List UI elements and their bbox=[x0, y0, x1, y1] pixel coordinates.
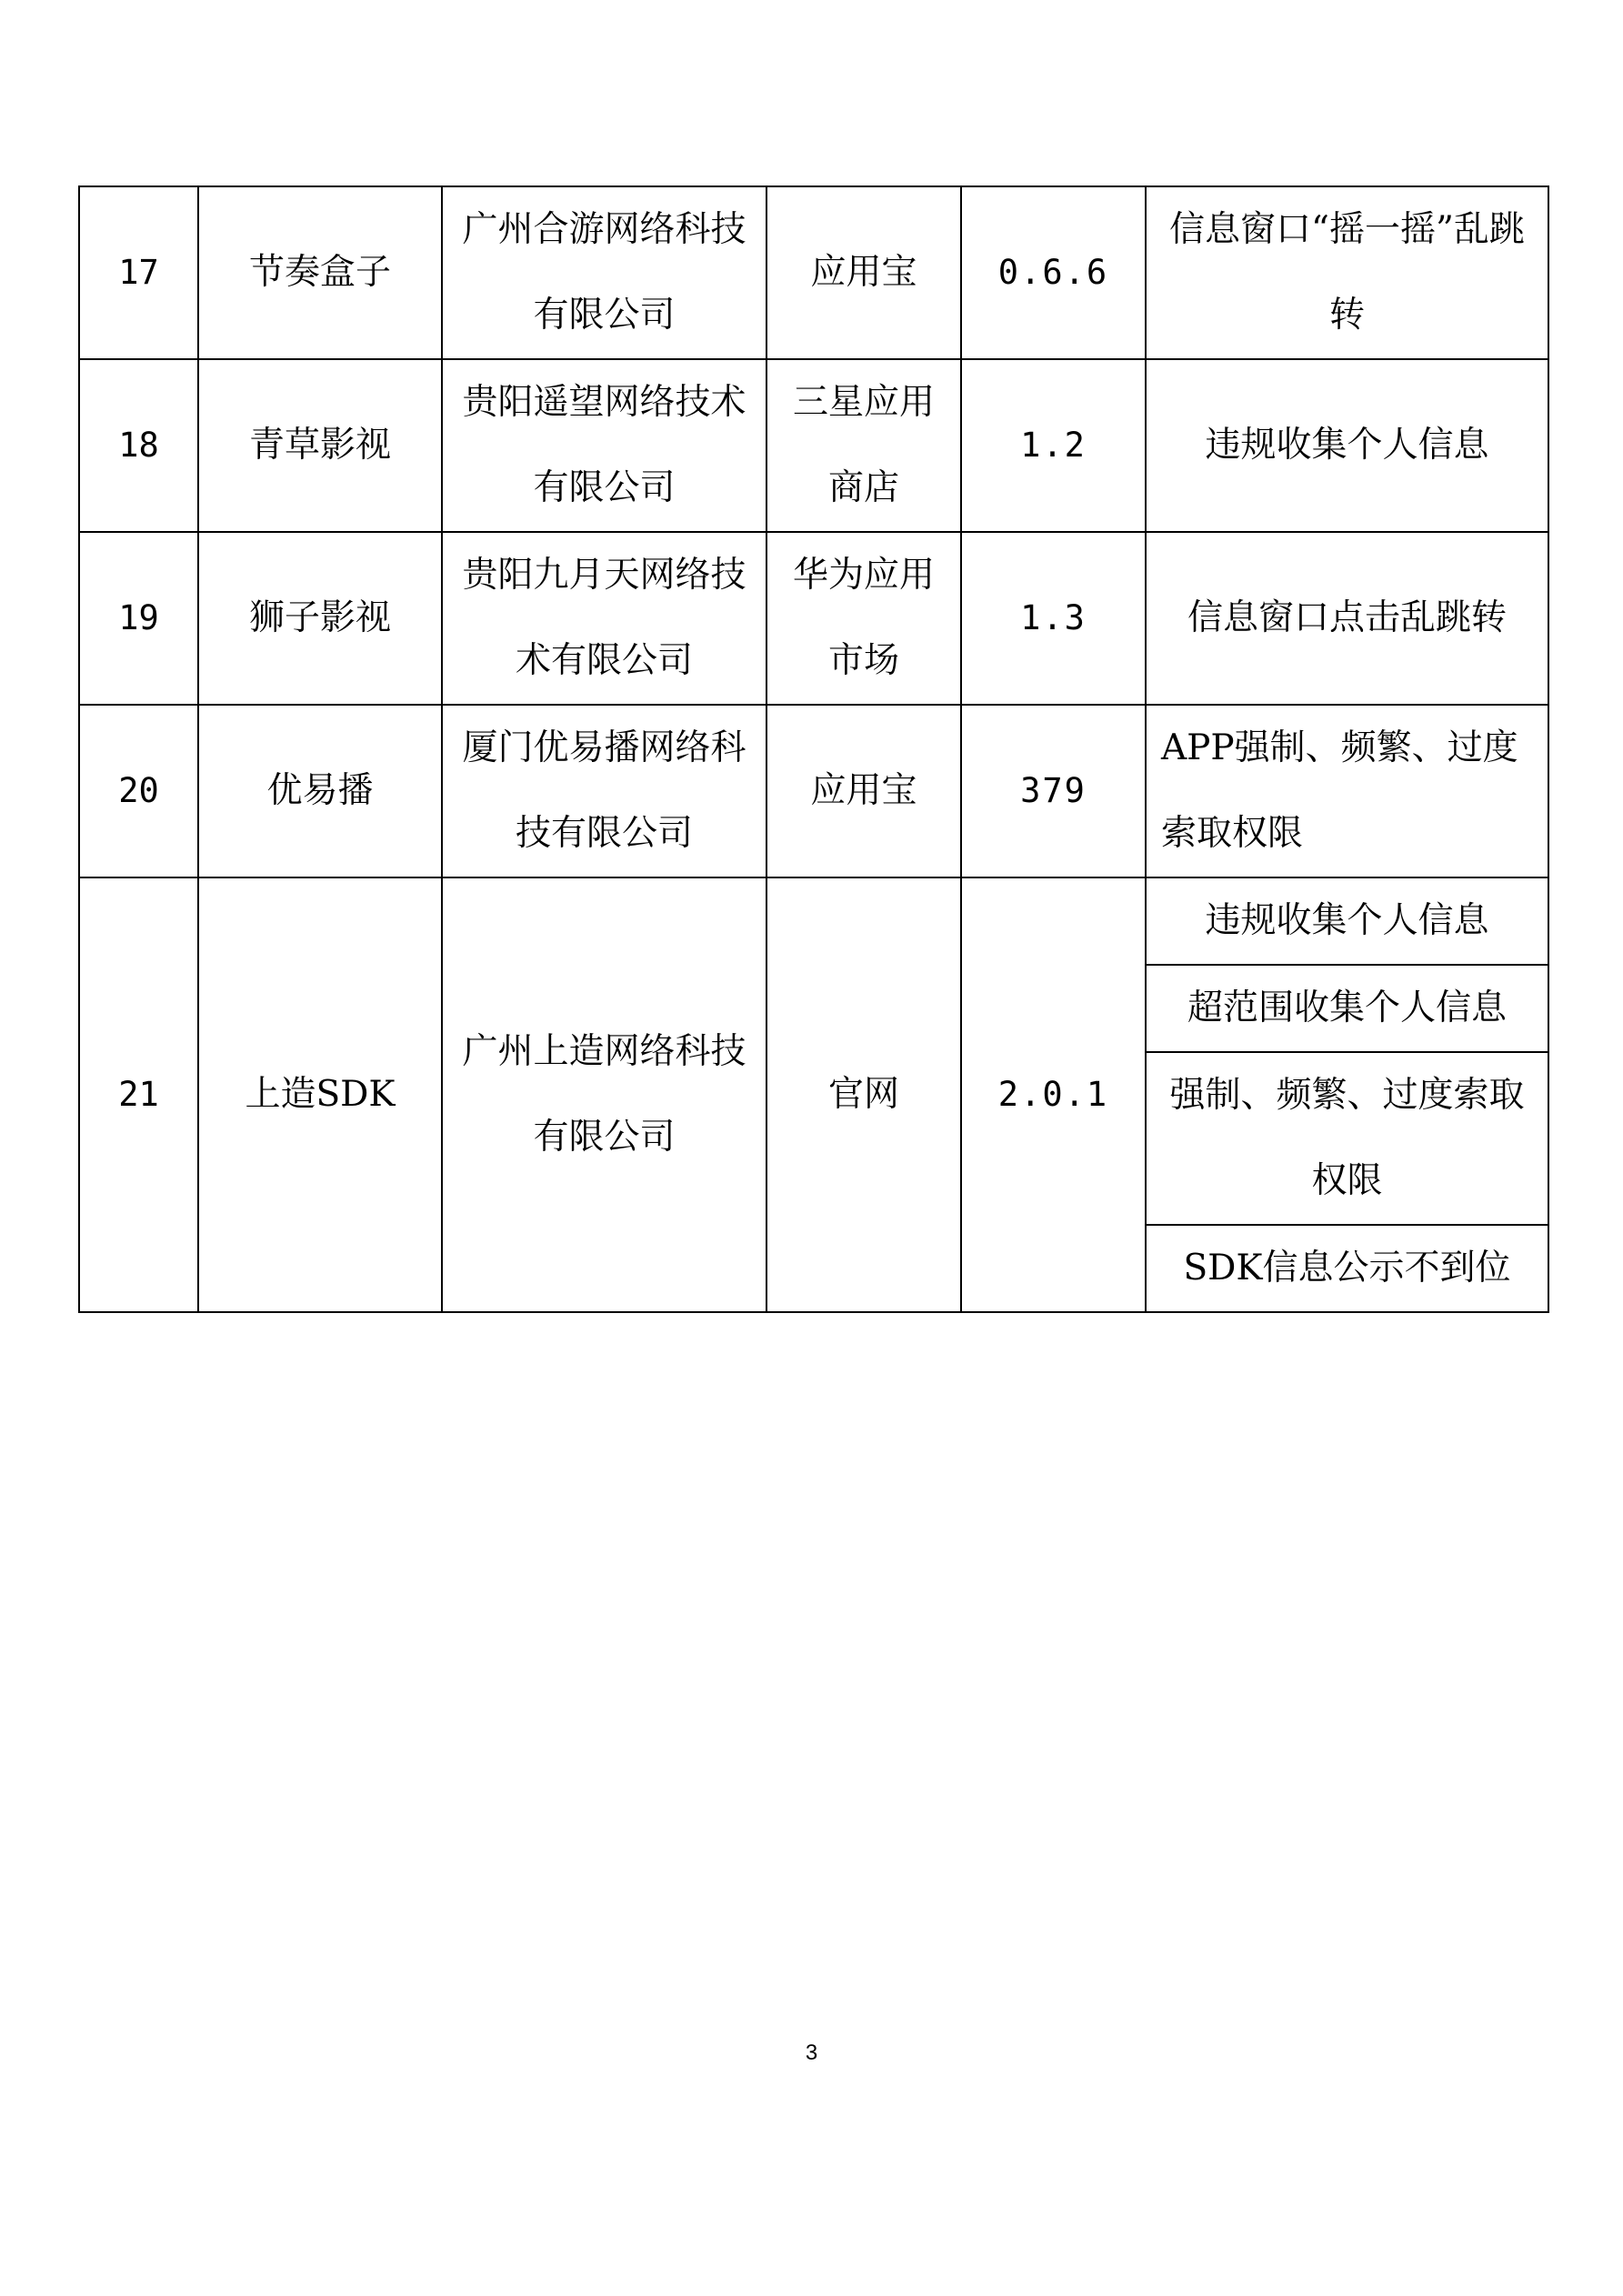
store-name: 华为应用市场 bbox=[766, 532, 961, 705]
table-row bbox=[79, 186, 1548, 359]
app-version: 1.3 bbox=[961, 532, 1146, 705]
table-row bbox=[79, 877, 1548, 965]
issue-text: 强制、频繁、过度索取权限 bbox=[1146, 1052, 1548, 1225]
store-name: 官网 bbox=[766, 877, 961, 1312]
store-name: 应用宝 bbox=[766, 186, 961, 359]
app-name: 优易播 bbox=[198, 705, 442, 877]
issue-text: 信息窗口点击乱跳转 bbox=[1146, 532, 1548, 705]
issue-text: 违规收集个人信息 bbox=[1146, 877, 1548, 965]
app-version: 0.6.6 bbox=[961, 186, 1146, 359]
company-name: 贵阳九月天网络技术有限公司 bbox=[442, 532, 766, 705]
row-index: 19 bbox=[79, 532, 198, 705]
row-index: 18 bbox=[79, 359, 198, 532]
table-row bbox=[79, 705, 1548, 877]
table-row bbox=[79, 359, 1548, 532]
app-name: 青草影视 bbox=[198, 359, 442, 532]
company-name: 广州合游网络科技有限公司 bbox=[442, 186, 766, 359]
row-index: 17 bbox=[79, 186, 198, 359]
row-index: 21 bbox=[79, 877, 198, 1312]
app-version: 2.0.1 bbox=[961, 877, 1146, 1312]
store-name: 应用宝 bbox=[766, 705, 961, 877]
page-number: 3 bbox=[805, 2040, 818, 2065]
app-name: 上造SDK bbox=[198, 877, 442, 1312]
app-name: 狮子影视 bbox=[198, 532, 442, 705]
app-version: 1.2 bbox=[961, 359, 1146, 532]
issue-text: 超范围收集个人信息 bbox=[1146, 965, 1548, 1052]
row-index: 20 bbox=[79, 705, 198, 877]
violations-table bbox=[78, 185, 1549, 1313]
store-name: 三星应用商店 bbox=[766, 359, 961, 532]
issue-text: 信息窗口“摇一摇”乱跳转 bbox=[1146, 186, 1548, 359]
company-name: 广州上造网络科技有限公司 bbox=[442, 877, 766, 1312]
issue-text: 违规收集个人信息 bbox=[1146, 359, 1548, 532]
app-name: 节奏盒子 bbox=[198, 186, 442, 359]
company-name: 贵阳遥望网络技术有限公司 bbox=[442, 359, 766, 532]
issue-text: SDK信息公示不到位 bbox=[1146, 1225, 1548, 1312]
table-row bbox=[79, 532, 1548, 705]
app-version: 379 bbox=[961, 705, 1146, 877]
company-name: 厦门优易播网络科技有限公司 bbox=[442, 705, 766, 877]
issue-text: APP强制、频繁、过度索取权限 bbox=[1146, 705, 1548, 877]
